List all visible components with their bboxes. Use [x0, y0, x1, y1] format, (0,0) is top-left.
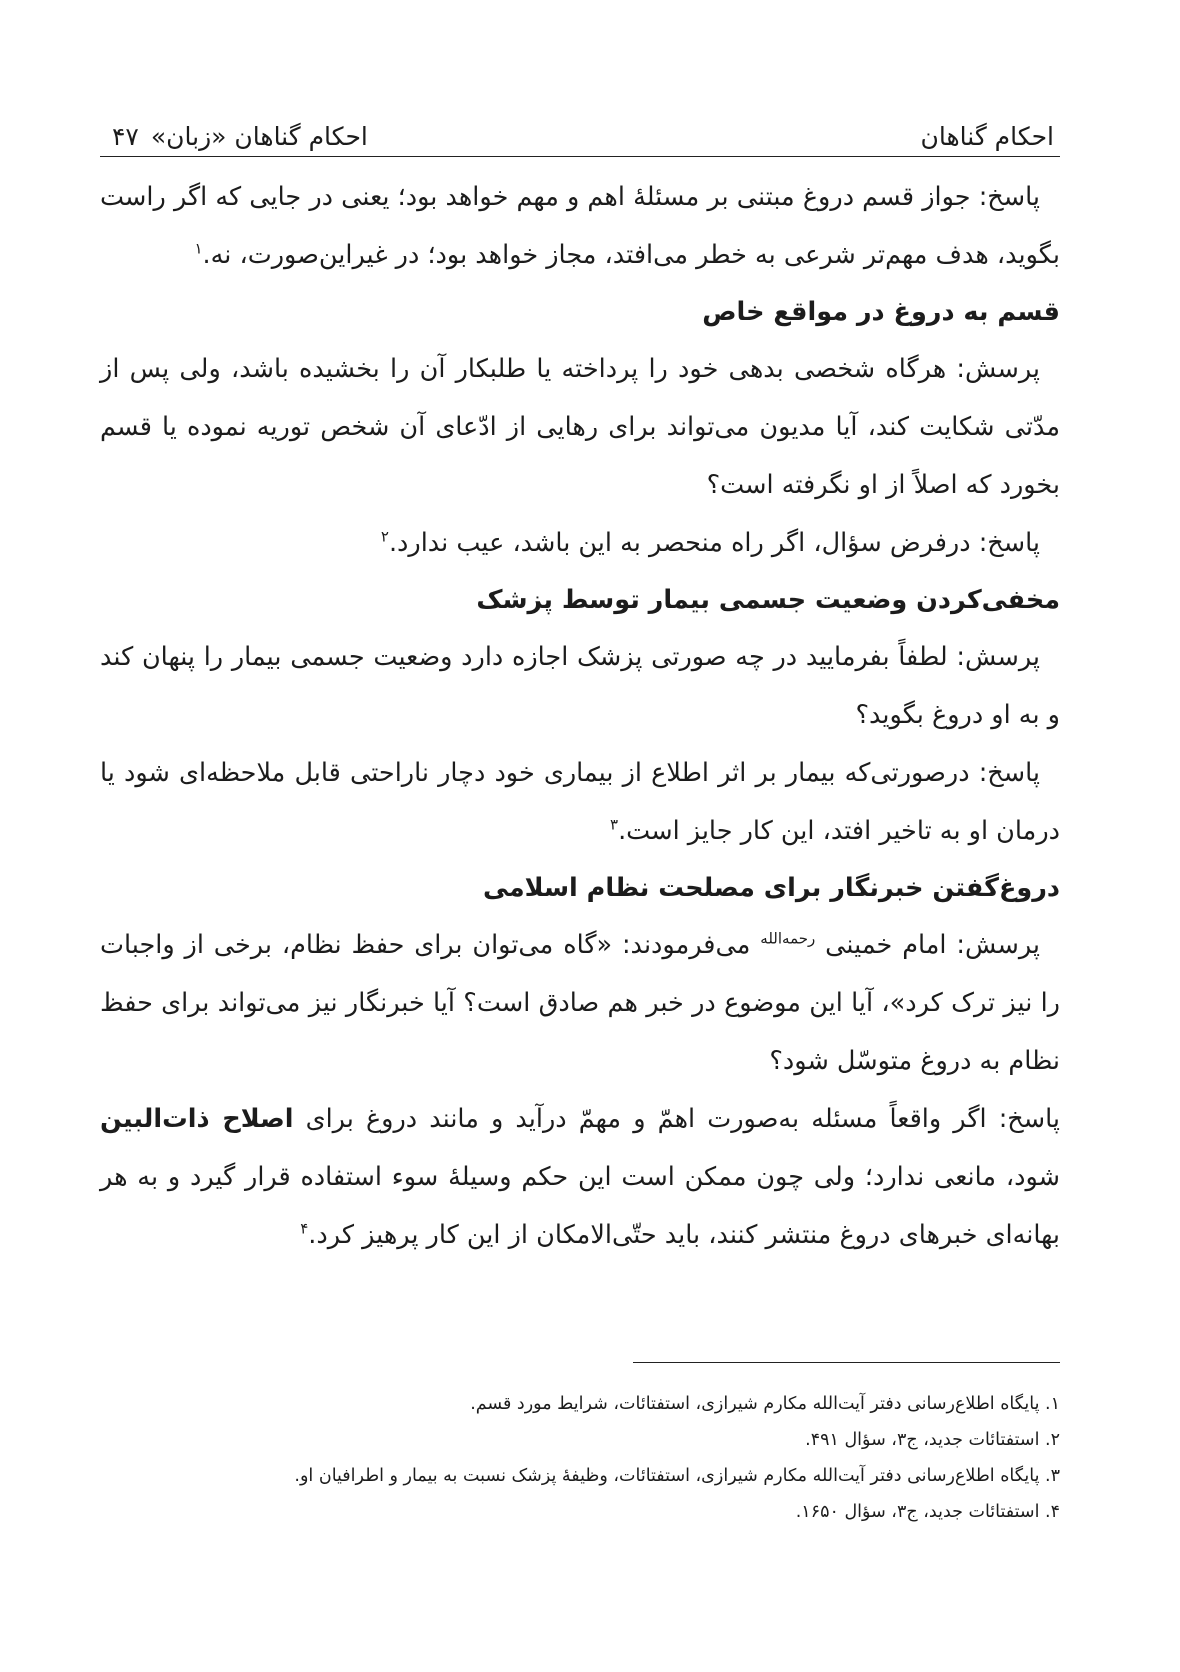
page-header-right — [106, 122, 374, 152]
question-paragraph-3 — [100, 916, 1060, 1090]
answer-text-start: اگر واقعاً مسئله به‌صورت اهمّ و مهمّ درآید و مانند دروغ برای — [305, 1104, 987, 1134]
section-heading-1: قسم به دروغ در مواقع خاص — [702, 297, 1060, 327]
answer-paragraph-1 — [100, 168, 1060, 284]
page-number: ۴۷ — [112, 122, 139, 151]
answer-text: درصورتی‌که بیمار بر اثر اطلاع از بیماری خود دچار ناراحتی قابل ملاحظه‌ای شود یا درمان او به تاخیر افتد، این کار جایز است. — [100, 758, 1060, 846]
book-title: احکام گناهان — [920, 122, 1054, 151]
section-title: احکام گناهان «زبان» — [150, 122, 368, 151]
footnote-marker: ۱ — [194, 239, 203, 258]
answer-text: درفرض سؤال، اگر راه منحصر به این باشد، عیب ندارد. — [388, 528, 971, 558]
question-text-end: می‌فرمودند: «گاه می‌توان برای حفظ نظام، برخی از واجبات را نیز ترک کرد»، آیا این موضوع در خبر هم صادق است؟ آیا خبرنگار نیز می‌تواند برای حفظ نظام به دروغ متوسّل شود؟ — [100, 930, 1060, 1076]
footnote-4: ۴. استفتائات جدید، ج۳، سؤال ۱۶۵۰. — [795, 1502, 1060, 1522]
footnote-2: ۲. استفتائات جدید، ج۳، سؤال ۴۹۱. — [805, 1430, 1060, 1450]
footnote-3: ۳. پایگاه اطلاع‌رسانی دفتر آیت‌الله مکارم شیرازی، استفتائات، وظیفهٔ پزشک نسبت به بیمار و اطرافیان او. — [294, 1466, 1060, 1486]
answer-paragraph-2 — [100, 514, 1060, 572]
answer-label: پاسخ: — [998, 1104, 1060, 1134]
question-text-start: امام خمینی — [825, 930, 947, 960]
answer-text-end: شود، مانعی ندارد؛ ولی چون ممکن است این حکم وسیلهٔ سوء استفاده قرار گیرد و به هر بهانه‌ای خبرهای دروغ منتشر کنند، باید حتّی‌الامکان از این کار پرهیز کرد. — [100, 1162, 1060, 1250]
answer-text: جواز قسم دروغ مبتنی بر مسئلهٔ اهم و مهم خواهد بود؛ یعنی در جایی که اگر راست بگوید، هدف مهم‌تر شرعی به خطر می‌افتد، مجاز خواهد بود؛ در غیراین‌صورت، نه. — [100, 182, 1060, 270]
main-text — [100, 168, 1060, 1264]
question-label: پرسش: — [956, 354, 1041, 384]
honorific-symbol: ﺭﺣﻤﻪﺍﻟﻠﻪ — [760, 929, 816, 948]
question-paragraph-1 — [100, 340, 1060, 514]
question-paragraph-2 — [100, 628, 1060, 744]
question-label: پرسش: — [956, 930, 1041, 960]
footnote-1: ۱. پایگاه اطلاع‌رسانی دفتر آیت‌الله مکارم شیرازی، استفتائات، شرایط مورد قسم. — [470, 1394, 1060, 1414]
footnote-marker: ۲ — [380, 527, 389, 546]
section-heading-3: دروغ‌گفتن خبرنگار برای مصلحت نظام اسلامی — [483, 873, 1060, 903]
answer-label: پاسخ: — [978, 758, 1041, 788]
section-heading-2: مخفی‌کردن وضعیت جسمی بیمار توسط پزشک — [476, 585, 1060, 615]
answer-paragraph-3 — [100, 744, 1060, 860]
running-head — [100, 122, 1060, 157]
question-text: لطفاً بفرمایید در چه صورتی پزشک اجازه دارد وضعیت جسمی بیمار را پنهان کند و به او دروغ بگوید؟ — [100, 642, 1060, 730]
footnotes — [100, 1386, 1060, 1530]
emphasized-phrase: اصلاح ذات‌البین — [100, 1104, 294, 1134]
question-label: پرسش: — [956, 642, 1041, 672]
footnote-divider — [633, 1362, 1060, 1363]
footnote-marker: ۴ — [300, 1219, 309, 1238]
answer-paragraph-4 — [100, 1090, 1060, 1264]
answer-label: پاسخ: — [978, 528, 1040, 558]
question-text: هرگاه شخصی بدهی خود را پرداخته یا طلبکار آن را بخشیده باشد، ولی پس از مدّتی شکایت کند، آیا مدیون می‌تواند برای رهایی از ادّعای آن شخص توریه نموده یا قسم بخورد که اصلاً از او نگرفته است؟ — [100, 354, 1060, 500]
answer-label: پاسخ: — [978, 182, 1040, 212]
footnote-marker: ۳ — [610, 815, 619, 834]
